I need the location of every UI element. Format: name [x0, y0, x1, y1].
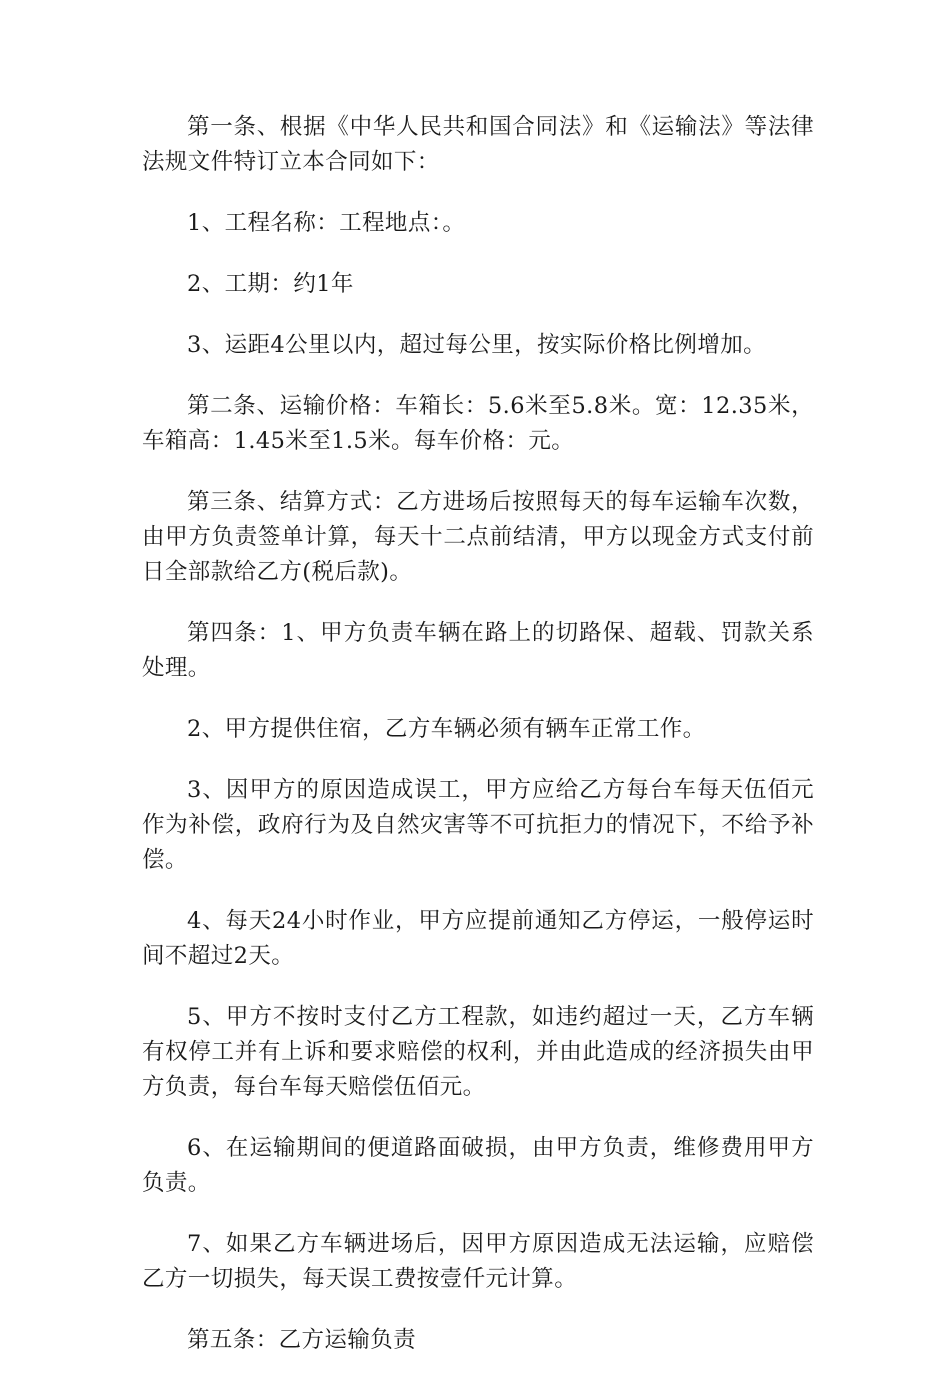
contract-body — [142, 110, 814, 1384]
article-4-item-6: 6、在运输期间的便道路面破损，由甲方负责，维修费用甲方负责。 — [142, 1135, 814, 1196]
article-4-item-7: 7、如果乙方车辆进场后，因甲方原因造成无法运输，应赔偿乙方一切损失，每天误工费按壹仟元计算。 — [142, 1231, 814, 1292]
article-5-heading: 第五条：乙方运输负责 — [187, 1327, 417, 1353]
clause-duration: 2、工期：约1年 — [187, 271, 354, 297]
article-2-price: 第二条、运输价格：车箱长：5.6米至5.8米。宽：12.35米，车箱高：1.45米至1.5米。每车价格：元。 — [142, 393, 814, 454]
article-4-item-1: 第四条：1、甲方负责车辆在路上的切路保、超载、罚款关系处理。 — [142, 620, 814, 681]
article-4-item-2: 2、甲方提供住宿，乙方车辆必须有辆车正常工作。 — [187, 716, 706, 742]
article-3-settlement: 第三条、结算方式：乙方进场后按照每天的每车运输车次数，由甲方负责签单计算，每天十二点前结清，甲方以现金方式支付前日全部款给乙方(税后款)。 — [142, 489, 814, 585]
clause-distance: 3、运距4公里以内，超过每公里，按实际价格比例增加。 — [187, 332, 767, 358]
article-1-intro: 第一条、根据《中华人民共和国合同法》和《运输法》等法律法规文件特订立本合同如下： — [142, 114, 814, 175]
clause-project-name: 1、工程名称：工程地点：。 — [187, 210, 466, 236]
article-4-item-3: 3、因甲方的原因造成误工，甲方应给乙方每台车每天伍佰元作为补偿，政府行为及自然灾害等不可抗拒力的情况下，不给予补偿。 — [142, 777, 814, 873]
article-4-item-5: 5、甲方不按时支付乙方工程款，如违约超过一天，乙方车辆有权停工并有上诉和要求赔偿的权利，并由此造成的经济损失由甲方负责，每台车每天赔偿伍佰元。 — [142, 1004, 814, 1100]
article-4-item-4: 4、每天24小时作业，甲方应提前通知乙方停运，一般停运时间不超过2天。 — [142, 908, 814, 969]
